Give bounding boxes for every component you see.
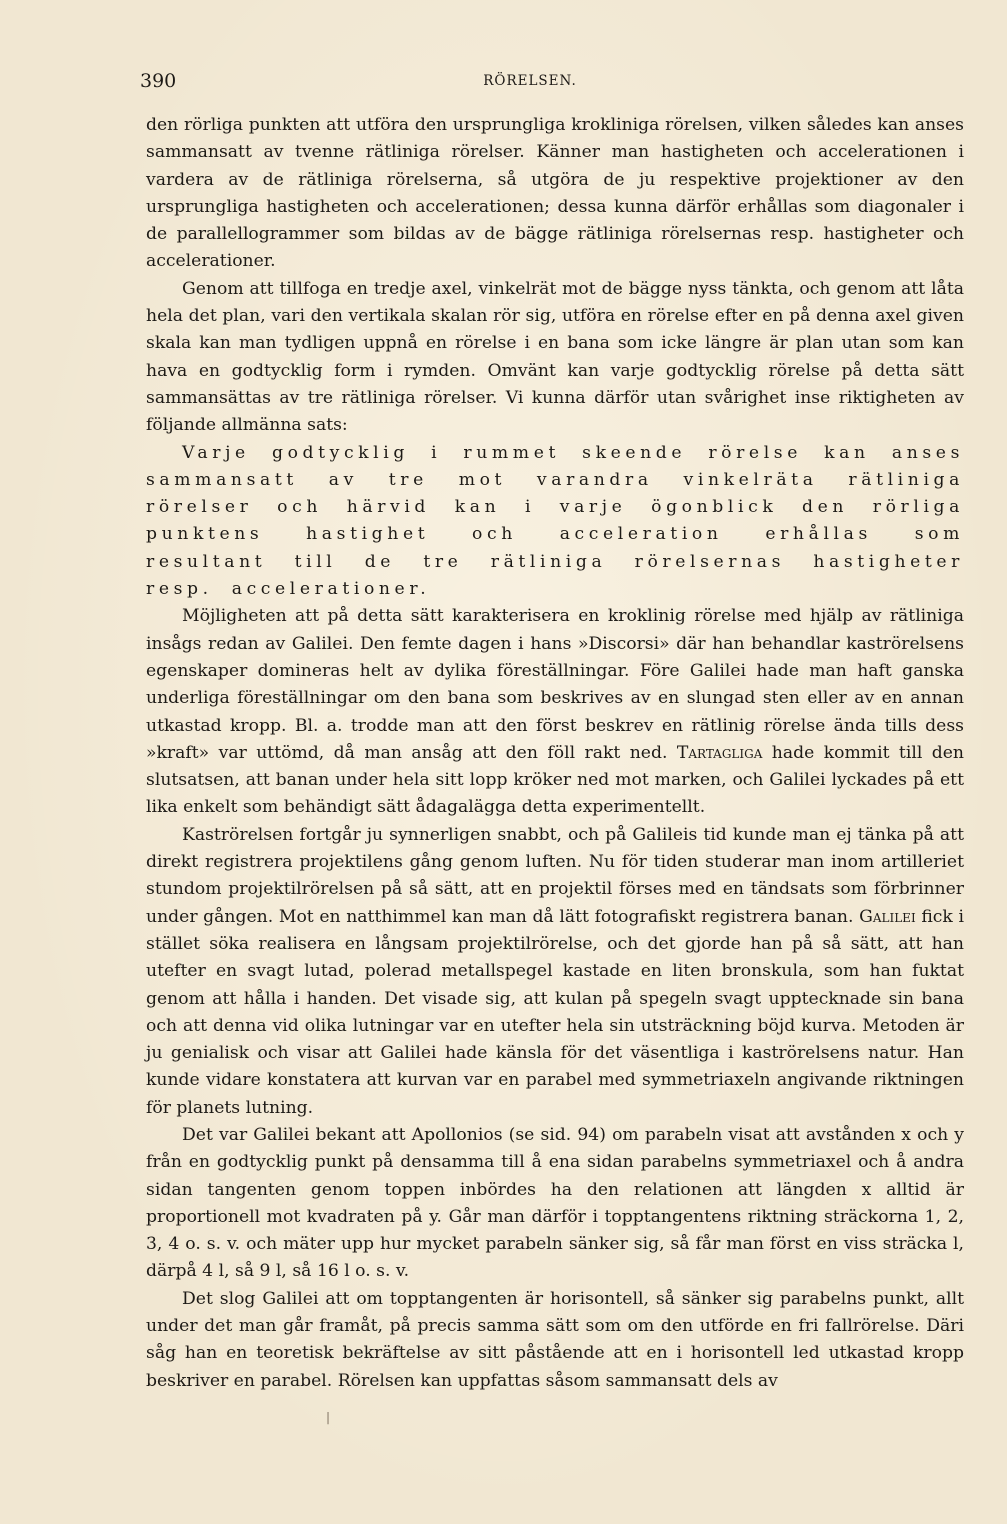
print-mark: | (326, 1410, 331, 1424)
name-tartagliga: Tartagliga (676, 742, 763, 763)
name-galilei: Galilei (859, 906, 916, 927)
paragraph-5 (146, 822, 964, 1122)
theorem-statement: Varje godtycklig i rummet skeende rörelse kan anses sammansatt av tre mot varandra vinkelräta rätliniga rörelser och härvid kan i varje ögonblick den rörliga punktens hastighet och acceleration erhållas som resultant till de tre rätliniga rörelsernas hastigheter resp. accelerationer. (146, 442, 964, 600)
running-title: RÖRELSEN. (483, 73, 577, 89)
paragraph-6: Det var Galilei bekant att Apollonios (se sid. 94) om parabeln visat att avstånden x och y från en godtycklig punkt på densamma till å ena sidan parabelns symmetriaxel och å andra sidan tangenten genom toppen inbördes ha den relationen att längden x alltid är proportionell mot kvadraten på y. Går man därför i topptangentens riktning sträckorna 1, 2, 3, 4 o. s. v. och mäter upp hur mycket parabeln sänker sig, så får man först en viss sträcka l, därpå 4 l, så 9 l, så 16 l o. s. v. (146, 1124, 964, 1282)
paragraph-4-part-a: Möjligheten att på detta sätt karakterisera en kroklinig rörelse med hjälp av rätliniga insågs redan av Galilei. Den femte dagen i hans »Discorsi» där han behandlar kaströrelsens egenskaper domineras helt av dylika föreställningar. Före Galilei hade man haft ganska underliga föreställningar om den bana som beskrives av en slungad sten eller av en annan utkastad kropp. Bl. a. trodde man att den först beskrev en rätlinig rörelse ända tills dess »kraft» var uttömd, då man ansåg att den föll rakt ned. (146, 606, 964, 763)
page-number: 390 (140, 70, 177, 92)
body-text (146, 112, 964, 1395)
paragraph-7: Det slog Galilei att om topptangenten är horisontell, så sänker sig parabelns punkt, allt under det man går framåt, på precis samma sätt som om den utförde en fri fallrörelse. Däri såg han en teoretisk bekräftelse av sitt påstående att en i horisontell led utkastad kropp beskriver en parabel. Rörelsen kan uppfattas såsom sammansatt dels av (146, 1288, 964, 1391)
paragraph-5-part-b: fick i stället söka realisera en långsam projektilrörelse, och det gjorde han på så sätt, att han utefter en svagt lutad, polerad metallspegel kastade en liten bronskula, som han fuktat genom att hålla i handen. Det visade sig, att kulan på spegeln svagt upptecknade sin bana och att denna vid olika lutningar var en utefter hela sin utsträckning böjd kurva. Metoden är ju genialisk och visar att Galilei hade känsla för det väsentliga i kaströrelsens natur. Han kunde vidare konstatera att kurvan var en parabel med symmetriaxeln angivande riktningen för planets lutning. (146, 906, 964, 1118)
paragraph-1: den rörliga punkten att utföra den ursprungliga krokliniga rörelsen, vilken således kan anses sammansatt av tvenne rätliniga rörelser. Känner man hastigheten och accelerationen i vardera av de rätliniga rörelserna, så utgöra de ju respektive projektioner av den ursprungliga hastigheten och accelerationen; dessa kunna därför erhållas som diagonaler i de parallellogrammer som bildas av de bägge rätliniga rörelsernas resp. hastigheter och accelerationer. (146, 115, 964, 272)
paragraph-4 (146, 603, 964, 821)
paragraph-2: Genom att tillfoga en tredje axel, vinkelrät mot de bägge nyss tänkta, och genom att låta hela det plan, vari den vertikala skalan rör sig, utföra en rörelse efter en på denna axel given skala kan man tydligen uppnå en rörelse i en bana som icke längre är plan utan som kan hava en godtycklig form i rymden. Omvänt kan varje godtycklig rörelse på detta sätt sammansättas av tre rätliniga rörelser. Vi kunna därför utan svårighet inse riktigheten av följande allmänna sats: (146, 278, 964, 436)
page-header (140, 70, 960, 100)
paragraph-4-part-b: hade kommit till den slutsatsen, att banan under hela sitt lopp kröker ned mot marken, och Galilei lyckades på ett lika enkelt som behändigt sätt ådagalägga detta experimentellt. (146, 742, 964, 818)
paragraph-5-part-a: Kaströrelsen fortgår ju synnerligen snabbt, och på Galileis tid kunde man ej tänka på att direkt registrera projektilens gång genom luften. Nu för tiden studerar man inom artilleriet stundom projektilrörelsen på så sätt, att en projektil förses med en tändsats som förbrinner under gången. Mot en natthimmel kan man då lätt fotografiskt registrera banan. (146, 824, 964, 927)
